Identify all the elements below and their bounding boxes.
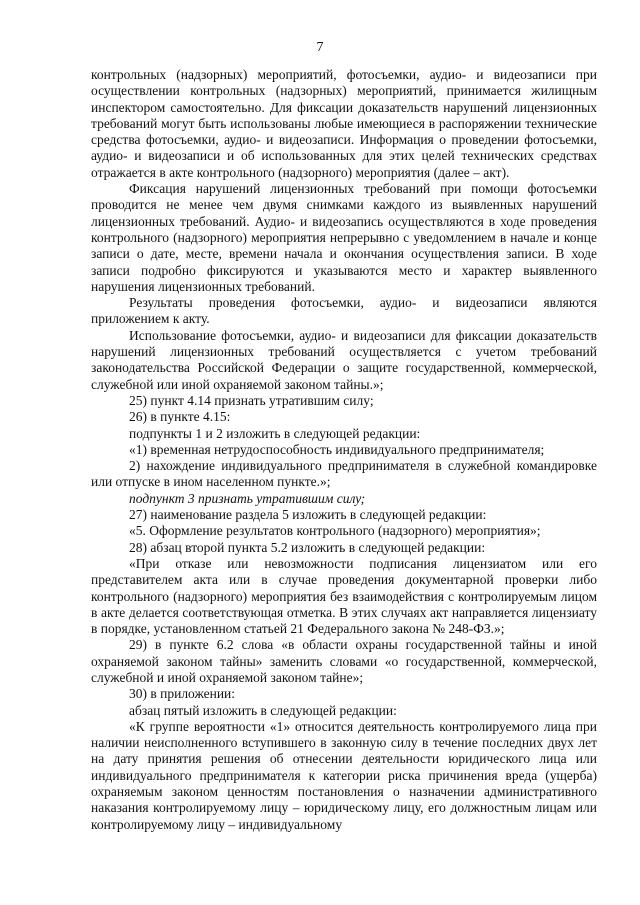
paragraph: «К группе вероятности «1» относится деятельность контролируемого лица при наличии неисполненного вступившего в законную силу в течение последних двух лет на дату принятия решения об отнесении деятельности юридического лица или индивидуального предпринимателя к категории риска причинения вреда (ущерба) охраняемым законом ценностям постановления о назначении административного наказания контролируемому лицу – юридическому лицу, его должностным лицам или контролируемому лицу – индивидуальному <box>91 718 597 832</box>
list-item: 29) в пункте 6.2 слова «в области охраны государственной тайны и иной охраняемой законом тайны» заменить словами «о государственной, коммерческой, служебной и иной охраняемой законом тайне»; <box>91 637 597 685</box>
paragraph: Фиксация нарушений лицензионных требований при помощи фотосъемки проводится не менее чем двумя снимками каждого из выявленных нарушений лицензионных требований. Аудио- и видеозапись осуществляются в ходе проведения контрольного (надзорного) мероприятия непрерывно с уведомлением в начале и конце записи о дате, месте, времени начала и окончания осуществления записи. В ходе записи подробно фиксируются и указываются место и характер выявленного нарушения лицензионных требований. <box>91 181 597 294</box>
paragraph: 2) нахождение индивидуального предпринимателя в служебной командировке или отпуске в ином населенном пункте.»; <box>91 458 597 490</box>
list-item: 26) в пункте 4.15: <box>129 409 231 425</box>
paragraph: «При отказе или невозможности подписания лицензиатом или его представителем акта или в случае проведения документарной проверки либо контрольного (надзорного) мероприятия без взаимодействия с контролируемым лицом в акте делается соответствующая отметка. В этих случаях акт направляется лицензиату в порядке, установленном статьей 21 Федерального закона № 248-ФЗ.»; <box>91 555 597 637</box>
list-item: 30) в приложении: <box>129 686 236 702</box>
list-item: 28) абзац второй пункта 5.2 изложить в следующей редакции: <box>129 539 486 555</box>
paragraph: «1) временная нетрудоспособность индивидуального предпринимателя; <box>129 441 545 457</box>
paragraph: абзац пятый изложить в следующей редакции: <box>129 702 397 718</box>
paragraph: контрольных (надзорных) мероприятий, фотосъемки, аудио- и видеозаписи при осуществлении контрольных (надзорных) мероприятий, принимается жилищным инспектором самостоятельно. Для фиксации доказательств нарушений лицензионных требований могут быть использованы любые имеющиеся в распоряжении технические средства фотосъемки, аудио- и видеозаписи. Информация о проведении фотосъемки, аудио- и видеозаписи и об использованных для этих целей технических средствах отражается в акте контрольного (надзорного) мероприятия (далее – акт). <box>91 67 597 180</box>
paragraph: подпункты 1 и 2 изложить в следующей редакции: <box>129 425 421 441</box>
list-item: 25) пункт 4.14 признать утратившим силу; <box>129 392 374 408</box>
page-number: 7 <box>316 40 324 55</box>
paragraph: Результаты проведения фотосъемки, аудио- и видеозаписи являются приложением к акту. <box>91 295 597 327</box>
paragraph: Использование фотосъемки, аудио- и видеозаписи для фиксации доказательств нарушений лицензионных требований осуществляется с учетом требований законодательства Российской Федерации о защите государственной, коммерческой, служебной или иной охраняемой законом тайны.»; <box>91 327 597 392</box>
document-body <box>91 67 597 833</box>
list-item: 27) наименование раздела 5 изложить в следующей редакции: <box>129 507 487 523</box>
paragraph: подпункт 3 признать утратившим силу; <box>129 490 366 506</box>
paragraph: «5. Оформление результатов контрольного (надзорного) мероприятия»; <box>129 523 541 539</box>
